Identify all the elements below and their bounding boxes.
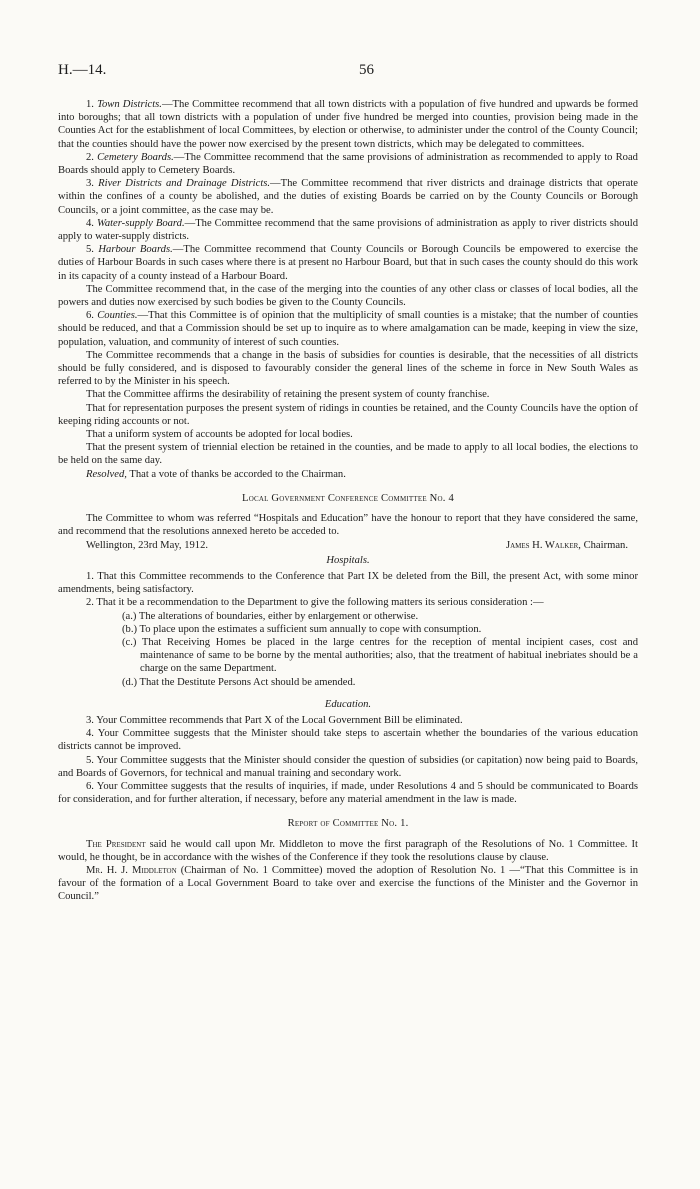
- paragraph-education-5: 5. Your Committee suggests that the Minister should consider the question of subsidies (or capitation) now being paid to Boards, and Boards of Governors, for technical and manual training and secondary work.: [58, 754, 638, 779]
- subheading-education: Education.: [324, 698, 372, 710]
- paragraph-hospitals-1: 1. That this Committee recommends to the Conference that Part IX be deleted from the Bill, the present Act, with some minor amendments, being satisfactory.: [58, 570, 638, 596]
- paragraph-hospitals-2: 2. That it be a recommendation to the Department to give the following matters its serious consideration :—: [86, 597, 544, 609]
- paragraph-water-supply: [58, 217, 638, 243]
- speaker-text: said he would call upon Mr. Middleton to move the first paragraph of the Resolutions of No. 1 Committee. It would, he thought, be in accordance with the wishes of the Conference if they took the resolutions clause by clause.: [58, 838, 638, 863]
- paragraph-election: That the present system of triennial election be retained in the counties, and be made to apply to all local bodies, the elections to be held on the same day.: [58, 442, 638, 467]
- list-item-key: (c.): [122, 636, 137, 648]
- list-item-b: [58, 623, 638, 636]
- paragraph-counties: [58, 309, 638, 349]
- paragraph-number: 6.: [86, 310, 94, 322]
- paragraph-text: —The Committee recommend that all town districts with a population of five hundred and upwards be formed into boroughs; that all town districts with a population of under five hundred be merged into counties, provision being made in the Counties Act for the establishment of local Committees, by election or otherwise, to administer under the control of the County Council; that the counties should have the power now exercised by the present town districts, which may be delegated to committees.: [58, 99, 638, 150]
- paragraph-number: 4.: [86, 217, 94, 229]
- signature-name-block: [506, 539, 628, 552]
- page-number: 56: [359, 62, 374, 78]
- paragraph-franchise: That the Committee affirms the desirability of retaining the present system of county franchise.: [86, 389, 490, 401]
- signature-place-date: Wellington, 23rd May, 1912.: [86, 539, 209, 551]
- paragraph-label: Resolved,: [86, 468, 127, 480]
- paragraph-cemetery-boards: [58, 151, 638, 177]
- paragraph-number: 1.: [86, 99, 94, 110]
- paragraph-middleton: [58, 864, 638, 904]
- list-item-text: That Receiving Homes be placed in the large centres for the reception of mental incipient cases, cost and maintenance of same to be borne by the mental authorities; also, that the treatment of habitual inebriates should be a charge on the same Department.: [136, 636, 638, 675]
- paragraph-merging: The Committee recommend that, in the case of the merging into the counties of any other class or classes of local bodies, all the powers and duties now exercised by such bodies be given to the County Councils.: [58, 283, 638, 309]
- paragraph-education-4: 4. Your Committee suggests that the Minister should take steps to ascertain whether the boundaries of the various education districts cannot be improved.: [58, 728, 638, 753]
- speaker-text: (Chairman of No. 1 Committee) moved the adoption of Resolution No. 1 —“That this Committee is in favour of the formation of a Local Government Board to take over and exercise the functions of the Minister and the Governor in Council.”: [58, 864, 638, 903]
- document-body: [58, 98, 638, 904]
- paragraph-text: —That this Committee is of opinion that the multiplicity of small counties is a mistake; that the number of counties should be reduced, and that a Commission should be set up to inquire as to where amalgamation can be made, keeping in view the size, population, valuation, and community of interest of such counties.: [58, 310, 639, 348]
- list-item-key: (a.): [122, 610, 137, 622]
- paragraph-text: —The Committee recommend that the same provisions of administration as recommended to apply to Road Boards should apply to Cemetery Boards.: [58, 151, 638, 177]
- list-item-c: [58, 636, 638, 676]
- paragraph-label: Water-supply Board.: [96, 217, 185, 229]
- paragraph-label: River Districts and Drainage Districts.: [98, 178, 271, 190]
- paragraph-label: Counties.: [97, 310, 138, 322]
- list-item-text: The alterations of boundaries, either by enlargement or otherwise.: [136, 610, 419, 622]
- paragraph-text: —The Committee recommend that the same provisions of administration as apply to river districts should apply to water-supply districts.: [58, 217, 638, 243]
- paragraph-number: 5.: [86, 244, 94, 256]
- list-item-text: That the Destitute Persons Act should be amended.: [137, 676, 356, 688]
- list-item-d: [58, 676, 638, 689]
- list-item-key: (b.): [122, 623, 138, 635]
- speaker-name: The President: [86, 838, 146, 850]
- signature-line: [58, 539, 638, 552]
- page-header: [58, 62, 648, 82]
- list-item-a: [58, 610, 638, 623]
- paragraph-river-districts: [58, 177, 638, 217]
- paragraph-report-intro: The Committee to whom was referred “Hospitals and Education” have the honour to report that they have considered the same, and recommend that the resolutions annexed hereto be acceded to.: [58, 513, 638, 538]
- paragraph-accounts: That a uniform system of accounts be adopted for local bodies.: [86, 429, 353, 441]
- paragraph-resolved: [58, 468, 638, 481]
- section-heading-report-1: Report of Committee No. 1.: [287, 818, 409, 830]
- paragraph-number: 2.: [86, 151, 94, 163]
- list-item-key: (d.): [122, 676, 138, 688]
- subheading-hospitals: Hospitals.: [326, 554, 370, 566]
- signature-name: James H. Walker,: [505, 539, 581, 551]
- paragraph-label: Town Districts.: [97, 99, 162, 110]
- paragraph-label: Harbour Boards.: [98, 244, 173, 256]
- paragraph-harbour-boards: [58, 243, 638, 283]
- paragraph-education-6: 6. Your Committee suggests that the results of inquiries, if made, under Resolutions 4 and 5 should be communicated to Boards for consideration, and for further alteration, if necessary, before any material amendment in the law is made.: [58, 780, 638, 806]
- paragraph-education-3: 3. Your Committee recommends that Part X of the Local Government Bill be eliminated.: [86, 714, 463, 726]
- paragraph-ridings: That for representation purposes the present system of ridings in counties be retained, and the County Councils have the option of keeping riding accounts or not.: [58, 402, 638, 427]
- paragraph-text: —The Committee recommend that river districts and drainage districts that operate within the confines of a county be abolished, and the duties of existing Boards be carried on by the County Councils or Borough Councils, or a joint committee, as the case may be.: [58, 178, 638, 216]
- section-heading-committee-4: Local Government Conference Committee No. 4: [242, 492, 454, 504]
- paragraph-number: 3.: [86, 178, 94, 190]
- list-item-text: To place upon the estimates a sufficient sum annually to cope with consumption.: [137, 623, 482, 635]
- paragraph-president: [58, 838, 638, 864]
- paragraph-subsidies: The Committee recommends that a change in the basis of subsidies for counties is desirable, that the necessities of all districts should be fully considered, and is disposed to favourably consider the general lines of the scheme in force in New South Wales as referred to by the Minister in his speech.: [58, 349, 638, 388]
- paragraph-text: —The Committee recommend that County Councils or Borough Councils be empowered to exercise the duties of Harbour Boards in such cases where there is at present no Harbour Board, but that in such cases the county should do this work in its capacity of a county instead of a Harbour Board.: [58, 244, 638, 282]
- paragraph-label: Cemetery Boards.: [97, 151, 174, 163]
- paragraph-text: That a vote of thanks be accorded to the Chairman.: [126, 468, 346, 480]
- document-reference: H.—14.: [58, 62, 107, 78]
- speaker-name: Mr. H. J. Middleton: [86, 864, 177, 876]
- paragraph-town-districts: [58, 98, 638, 151]
- signature-role: Chairman.: [580, 539, 628, 551]
